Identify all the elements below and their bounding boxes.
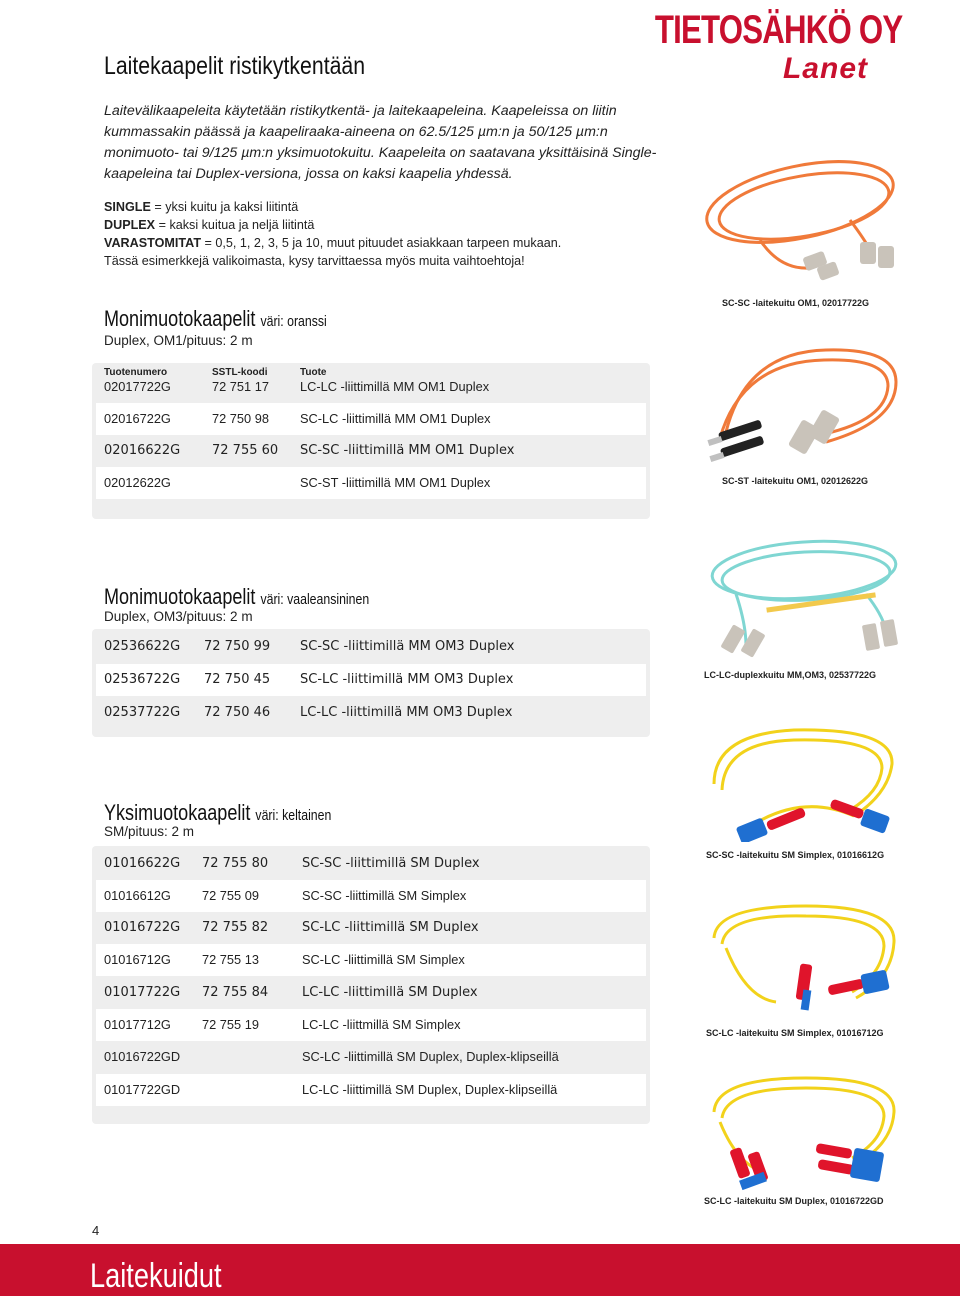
photo-caption: SC-SC -laitekuitu OM1, 02017722G: [722, 298, 870, 308]
table-row: 01016622G 72 755 80 SC-SC -liittimillä SM Duplex: [104, 856, 480, 871]
table-row: 02537722G 72 750 46 LC-LC -liittimillä MM OM3 Duplex: [104, 705, 513, 720]
table-row: 01016712G 72 755 13 SC-LC -liittimillä SM Simplex: [96, 944, 646, 976]
page-title: Laitekaapelit ristikytkentään: [104, 52, 366, 80]
table-row: 01016612G 72 755 09 SC-SC -liittimillä SM Simplex: [96, 880, 646, 912]
brand-sub: Lanet: [782, 52, 868, 85]
page-number: 4: [92, 1223, 100, 1238]
section-title-om1: Monimuotokaapelit väri: oranssi: [104, 306, 327, 331]
table-row: 02536722G 72 750 45 SC-LC -liittimillä MM OM3 Duplex: [96, 664, 646, 696]
lc-connector-icon: [729, 1147, 769, 1190]
sc-connector-icon: [815, 1143, 884, 1182]
yellow-sc-sc-simplex-cable-photo: [704, 724, 904, 842]
col-header-product: Tuote: [300, 367, 327, 378]
product-table-sm: [92, 846, 650, 1124]
orange-sc-st-cable-photo: [706, 342, 902, 466]
section-subtitle-om3: Duplex, OM3/pituus: 2 m: [104, 609, 253, 624]
def-single: SINGLE = yksi kuitu ja kaksi liitintä: [104, 200, 299, 214]
table-row: 02016722G 72 750 98 SC-LC -liittimillä MM OM1 Duplex: [96, 403, 646, 435]
sc-connector-icon: [802, 242, 894, 281]
def-note: Tässä esimerkkejä valikoimasta, kysy tarvittaessa myös muita vaihtoehtoja!: [104, 254, 525, 268]
yellow-sc-lc-duplex-cable-photo: [706, 1072, 902, 1194]
def-duplex: DUPLEX = kaksi kuitua ja neljä liitintä: [104, 218, 315, 232]
table-row: 01017712G 72 755 19 LC-LC -liittmillä SM Simplex: [96, 1009, 646, 1041]
table-row: 01017722G 72 755 84 LC-LC -liittimillä SM Duplex: [104, 985, 478, 1000]
orange-sc-sc-cable-photo: [700, 150, 910, 290]
photo-caption: LC-LC-duplexkuitu MM,OM3, 02537722G: [704, 670, 877, 680]
table-row: 02536622G 72 750 99 SC-SC -liittimillä MM OM3 Duplex: [104, 639, 515, 654]
sc-connector-icon: [827, 970, 889, 996]
section-subtitle-om1: Duplex, OM1/pituus: 2 m: [104, 333, 253, 348]
footer-title: Laitekuidut: [90, 1257, 222, 1295]
photo-caption: SC-SC -laitekuitu SM Simplex, 01016612G: [706, 850, 885, 860]
photo-caption: SC-LC -laitekuitu SM Simplex, 01016712G: [706, 1028, 884, 1038]
table-row: 02017722G 72 751 17 LC-LC -liittimillä MM OM1 Duplex: [104, 379, 490, 394]
section-title-om3: Monimuotokaapelit väri: vaaleansininen: [104, 584, 370, 609]
sc-connector-icon: [788, 409, 840, 455]
yellow-sc-lc-simplex-cable-photo: [706, 898, 902, 1020]
product-table-om1: [92, 363, 650, 519]
table-row: 01017722GD LC-LC -liittimillä SM Duplex, Duplex-klipseillä: [96, 1074, 646, 1106]
aqua-lc-lc-cable-photo: [706, 534, 902, 658]
brand-name: TIETOSÄHKÖ OY: [654, 8, 902, 52]
section-title-sm: Yksimuotokaapelit väri: keltainen: [104, 800, 332, 825]
photo-caption: SC-LC -laitekuitu SM Duplex, 01016722GD: [704, 1196, 884, 1206]
table-row: 02016622G 72 755 60 SC-SC -liittimillä MM OM1 Duplex: [104, 443, 515, 458]
product-table-om3: [92, 629, 650, 737]
lc-connector-icon: [796, 963, 813, 1010]
table-row: 01016722G 72 755 82 SC-LC -liittimillä SM Duplex: [104, 920, 479, 935]
intro-paragraph: Laitevälikaapeleita käytetään ristikytkentä- ja laitekaapeleina. Kaapeleissa on liitin kummassakin päässä ja kaapeliraaka-aineena on 62.5/125 µm:n ja 50/125 µm:n monimuoto- tai 9/125 µm:n yksimuotokuitu. Kaapeleita on saatavana yksittäisinä Single-kaapeleina tai Duplex-versiona, jossa on kaksi kaapelia yhdessä.: [104, 103, 657, 182]
brand-logo: [585, 10, 902, 84]
def-stock: VARASTOMITAT = 0,5, 1, 2, 3, 5 ja 10, muut pituudet asiakkaan tarpeen mukaan.: [104, 236, 562, 250]
section-subtitle-sm: SM/pituus: 2 m: [104, 824, 195, 839]
table-row: 02012622G SC-ST -liittimillä MM OM1 Duplex: [96, 467, 646, 499]
col-header-sstl: SSTL-koodi: [212, 367, 268, 378]
table-row: 01016722GD SC-LC -liittimillä SM Duplex, Duplex-klipseillä: [104, 1049, 559, 1064]
photo-caption: SC-ST -laitekuitu OM1, 02012622G: [722, 476, 869, 486]
st-connector-icon: [707, 419, 764, 462]
definitions: [104, 198, 664, 270]
col-header-product-no: Tuotenumero: [104, 367, 168, 378]
